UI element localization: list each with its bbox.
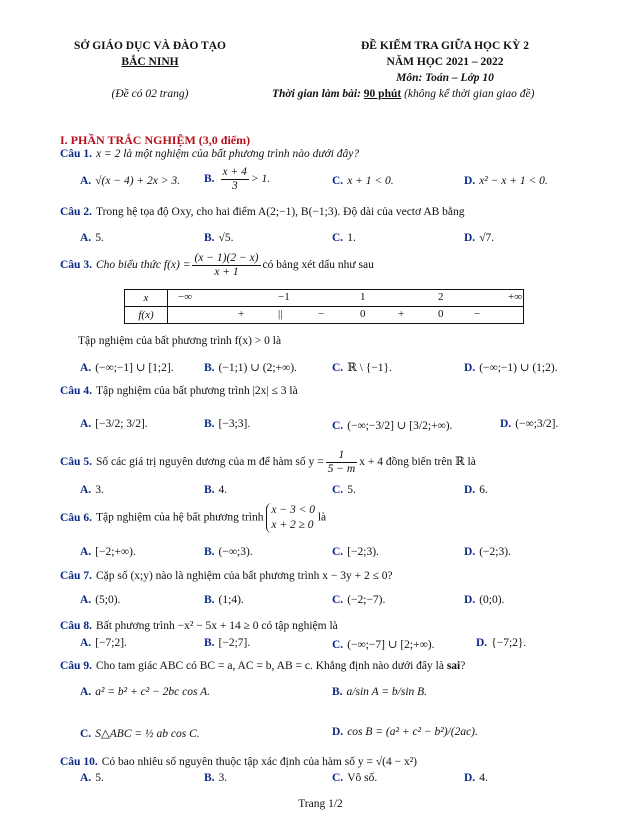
- page-footer: Trang 1/2: [298, 798, 343, 810]
- q10-option-d: D. 4.: [464, 772, 488, 784]
- q5-option-a: A. 3.: [80, 484, 104, 496]
- sign-table-f-row: + || − 0 + 0 −: [168, 307, 524, 324]
- q6-system: x − 3 < 0 x + 2 ≥ 0: [266, 503, 315, 533]
- q2-option-c: C. 1.: [332, 232, 356, 244]
- q4-option-a: A. [−3/2; 3/2].: [80, 418, 148, 430]
- question-8: Câu 8. Bất phương trình −x² − 5x + 14 ≥ 0 có tập nghiệm là: [60, 620, 338, 632]
- question-9: Câu 9. Cho tam giác ABC có BC = a, AC = b, AB = c. Khẳng định nào dưới đây là sai?: [60, 660, 466, 672]
- time-value: 90 phút: [363, 88, 402, 100]
- q9-option-b: B. a/sin A = b/sin B.: [332, 686, 428, 698]
- q5-option-b: B. 4.: [204, 484, 228, 496]
- q10-option-a: A. 5.: [80, 772, 104, 784]
- pages-note: (Đề có 02 trang): [111, 88, 189, 100]
- subject-label: Môn: Toán – Lớp 10: [396, 72, 494, 84]
- q3-option-b: B. (−1;1) ∪ (2;+∞).: [204, 362, 297, 374]
- q2-option-d: D. √7.: [464, 232, 495, 244]
- q6-option-b: B. (−∞;3).: [204, 546, 253, 558]
- q1-option-c: C. x + 1 < 0.: [332, 175, 394, 187]
- department-name: SỞ GIÁO DỤC VÀ ĐÀO TẠO: [74, 40, 226, 52]
- q7-option-b: B. (1;4).: [204, 594, 244, 606]
- section-title: I. PHẦN TRẮC NGHIỆM (3,0 điểm): [60, 133, 251, 147]
- time-line: [272, 88, 534, 100]
- exam-title: ĐỀ KIỂM TRA GIỮA HỌC KỲ 2: [360, 40, 530, 52]
- q7-option-d: D. (0;0).: [464, 594, 505, 606]
- time-label: Thời gian làm bài:: [272, 88, 361, 100]
- q3-subtext: Tập nghiệm của bất phương trình f(x) > 0 là: [78, 335, 282, 347]
- q2-option-b: B. √5.: [204, 232, 234, 244]
- question-2: Câu 2. Trong hệ tọa độ Oxy, cho hai điểm A(2;−1), B(−1;3). Độ dài của vectơ AB bằng: [60, 206, 465, 218]
- q8-option-d: D. {−7;2}.: [476, 637, 527, 649]
- q3-option-c: C. ℝ \ {−1}.: [332, 362, 392, 374]
- question-6: Câu 6. Tập nghiệm của hệ bất phương trình x − 3 < 0 x + 2 ≥ 0 là: [60, 504, 327, 531]
- q6-option-d: D. (−2;3).: [464, 546, 511, 558]
- q1-option-a: A. √(x − 4) + 2x > 3.: [80, 175, 181, 187]
- q4-option-d: D. (−∞;3/2].: [500, 418, 559, 430]
- q9-option-d: D. cos B = (a² + c² − b²)/(2ac).: [332, 726, 478, 738]
- q8-option-b: B. [−2;7].: [204, 637, 251, 649]
- sign-table-f-label: f(x): [125, 307, 168, 324]
- q8-option-c: C. (−∞;−7] ∪ [2;+∞).: [332, 639, 435, 651]
- q9-option-c: C. S△ABC = ½ ab cos C.: [80, 728, 200, 740]
- sign-table: [124, 289, 524, 324]
- sign-table-x-label: x: [125, 290, 168, 307]
- q1-option-b: B. $\frac{x + 4}{3}$ > 1.: [204, 166, 271, 192]
- q3-option-a: A. (−∞;−1] ∪ [1;2].: [80, 362, 174, 374]
- q1-option-d: D. x² − x + 1 < 0.: [464, 175, 548, 187]
- q8-option-a: A. [−7;2].: [80, 637, 127, 649]
- q4-option-b: B. [−3;3].: [204, 418, 251, 430]
- q5-option-d: D. 6.: [464, 484, 488, 496]
- department-province: BẮC NINH: [121, 56, 179, 68]
- time-note: (không kể thời gian giao đề): [404, 88, 535, 100]
- question-4: Câu 4. Tập nghiệm của bất phương trình |2x| ≤ 3 là: [60, 385, 298, 397]
- q7-option-a: A. (5;0).: [80, 594, 121, 606]
- school-year: NĂM HỌC 2021 – 2022: [386, 56, 504, 68]
- q10-option-c: C. Vô số.: [332, 772, 378, 784]
- sign-table-x-row: −∞ −1 1 2 +∞: [168, 290, 524, 307]
- question-7: Câu 7. Cặp số (x;y) nào là nghiệm của bất phương trình x − 3y + 2 ≤ 0?: [60, 570, 393, 582]
- q10-option-b: B. 3.: [204, 772, 228, 784]
- q9-option-a: A. a² = b² + c² − 2bc cos A.: [80, 686, 211, 698]
- question-10: Câu 10. Có bao nhiêu số nguyên thuộc tập xác định của hàm số y = √(4 − x²): [60, 756, 417, 768]
- q4-option-c: C. (−∞;−3/2] ∪ [3/2;+∞).: [332, 420, 453, 432]
- q6-option-a: A. [−2;+∞).: [80, 546, 136, 558]
- question-5: Câu 5. Số các giá trị nguyên dương của m để hàm số y = $\frac{1}{5 - m}$ x + 4 đồng biến trên ℝ là: [60, 449, 476, 475]
- q3-option-d: D. (−∞;−1) ∪ (1;2).: [464, 362, 558, 374]
- q9-emphasis: sai: [446, 660, 461, 672]
- q7-option-c: C. (−2;−7).: [332, 594, 386, 606]
- question-1: Câu 1. x = 2 là một nghiệm của bất phương trình nào dưới đây?: [60, 148, 360, 160]
- q2-option-a: A. 5.: [80, 232, 104, 244]
- question-3: Câu 3. Cho biểu thức f(x) = $\frac{(x - 1)(2 - x)}{x + 1}$ có bảng xét dấu như sau: [60, 252, 374, 278]
- q6-option-c: C. [−2;3).: [332, 546, 379, 558]
- q5-option-c: C. 5.: [332, 484, 356, 496]
